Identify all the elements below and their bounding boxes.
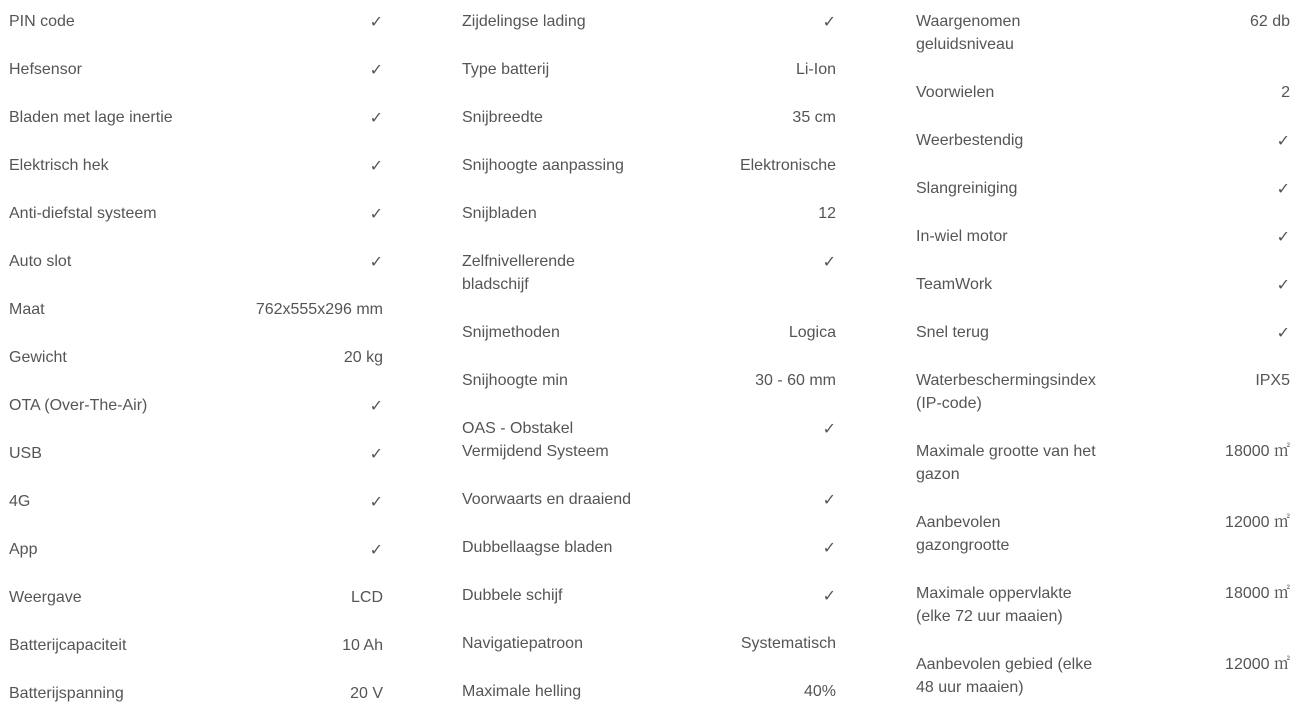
spec-label: Aanbevolen gazongrootte — [916, 514, 1010, 554]
spec-label: Zijdelingse lading — [462, 13, 586, 30]
spec-row — [916, 71, 1290, 119]
check-icon: ✓ — [369, 252, 383, 271]
spec-value: 12000 ㎡ — [1225, 656, 1290, 673]
spec-row — [9, 480, 383, 528]
check-icon: ✓ — [822, 586, 836, 605]
spec-label: Hefsensor — [9, 61, 82, 78]
spec-label: USB — [9, 445, 42, 462]
spec-row — [916, 311, 1290, 359]
check-icon: ✓ — [369, 108, 383, 127]
spec-label: 4G — [9, 493, 31, 510]
spec-value: Elektronische — [739, 157, 836, 174]
spec-label: Maximale grootte van het gazon — [916, 443, 1096, 483]
check-icon: ✓ — [822, 538, 836, 557]
spec-row — [9, 0, 383, 48]
check-icon: ✓ — [369, 204, 383, 223]
spec-value: 20 V — [350, 685, 383, 702]
spec-label: Navigatiepatroon — [462, 635, 583, 652]
spec-row — [462, 574, 836, 622]
spec-row — [462, 311, 836, 359]
spec-label: Zelfnivellerende bladschijf — [462, 253, 575, 293]
spec-value: 18000 ㎡ — [1225, 585, 1290, 602]
check-icon: ✓ — [1276, 227, 1290, 246]
spec-row — [462, 0, 836, 48]
spec-label: Snijhoogte aanpassing — [462, 157, 624, 174]
spec-label: Waargenomen geluidsniveau — [916, 13, 1021, 53]
spec-row — [9, 528, 383, 576]
spec-row — [462, 240, 836, 311]
check-icon: ✓ — [1276, 275, 1290, 294]
check-icon: ✓ — [1276, 323, 1290, 342]
check-icon: ✓ — [369, 156, 383, 175]
check-icon: ✓ — [822, 419, 836, 438]
spec-label: Type batterij — [462, 61, 550, 78]
spec-row — [462, 526, 836, 574]
spec-row — [9, 96, 383, 144]
check-icon: ✓ — [822, 12, 836, 31]
spec-row — [9, 144, 383, 192]
spec-label: Weerbestendig — [916, 132, 1024, 149]
spec-label: Slangreiniging — [916, 180, 1018, 197]
spec-label: TeamWork — [916, 276, 993, 293]
spec-label: Weergave — [9, 589, 82, 606]
spec-value: 40% — [803, 683, 836, 700]
spec-row — [462, 670, 836, 718]
spec-row — [9, 576, 383, 624]
spec-value: Li-Ion — [795, 61, 836, 78]
spec-label: Aanbevolen gebied (elke 48 uur maaien) — [916, 656, 1093, 696]
spec-value: 10 Ah — [342, 637, 383, 654]
spec-row — [9, 192, 383, 240]
spec-row — [462, 478, 836, 526]
spec-label: Snel terug — [916, 324, 989, 341]
spec-value: LCD — [350, 589, 383, 606]
spec-row — [9, 288, 383, 336]
spec-row — [916, 359, 1290, 430]
spec-value: 20 kg — [343, 349, 383, 366]
spec-row — [9, 672, 383, 720]
check-icon: ✓ — [369, 540, 383, 559]
spec-label: Voorwaarts en draaiend — [462, 491, 631, 508]
spec-label: Voorwielen — [916, 84, 995, 101]
spec-row — [9, 432, 383, 480]
check-icon: ✓ — [369, 492, 383, 511]
spec-label: OAS - Obstakel Vermijdend Systeem — [462, 420, 609, 460]
spec-label: Auto slot — [9, 253, 72, 270]
spec-row — [9, 384, 383, 432]
spec-value: Systematisch — [740, 635, 836, 652]
check-icon: ✓ — [822, 490, 836, 509]
spec-row — [462, 96, 836, 144]
spec-label: OTA (Over-The-Air) — [9, 397, 148, 414]
spec-label: Maximale helling — [462, 683, 582, 700]
spec-label: Snijhoogte min — [462, 372, 568, 389]
spec-value: 2 — [1281, 84, 1290, 101]
spec-column-2 — [462, 0, 836, 718]
spec-label: Bladen met lage inertie — [9, 109, 173, 126]
spec-row — [462, 192, 836, 240]
spec-row — [462, 622, 836, 670]
spec-value: 12000 ㎡ — [1225, 514, 1290, 531]
spec-row — [9, 240, 383, 288]
spec-value: 762x555x296 mm — [255, 301, 383, 318]
spec-label: Snijbladen — [462, 205, 537, 222]
spec-row — [462, 48, 836, 96]
spec-label: PIN code — [9, 13, 75, 30]
spec-label: Maat — [9, 301, 45, 318]
spec-label: Snijmethoden — [462, 324, 560, 341]
spec-row — [462, 359, 836, 407]
spec-row — [916, 643, 1290, 714]
spec-value: IPX5 — [1255, 372, 1290, 389]
spec-row — [916, 501, 1290, 572]
spec-value: 62 db — [1249, 13, 1290, 30]
spec-row — [916, 263, 1290, 311]
spec-row — [916, 430, 1290, 501]
spec-value: Logica — [788, 324, 836, 341]
spec-label: Gewicht — [9, 349, 67, 366]
spec-row — [9, 48, 383, 96]
spec-row — [916, 215, 1290, 263]
check-icon: ✓ — [822, 252, 836, 271]
spec-row — [916, 0, 1290, 71]
spec-label: Elektrisch hek — [9, 157, 109, 174]
spec-column-3 — [916, 0, 1290, 714]
spec-label: Anti-diefstal systeem — [9, 205, 157, 222]
spec-row — [9, 336, 383, 384]
spec-label: In-wiel motor — [916, 228, 1008, 245]
spec-row — [9, 624, 383, 672]
spec-label: Batterijcapaciteit — [9, 637, 127, 654]
check-icon: ✓ — [1276, 179, 1290, 198]
spec-label: Dubbellaagse bladen — [462, 539, 613, 556]
spec-row — [916, 167, 1290, 215]
check-icon: ✓ — [369, 60, 383, 79]
check-icon: ✓ — [369, 12, 383, 31]
spec-label: Dubbele schijf — [462, 587, 563, 604]
spec-value: 18000 ㎡ — [1225, 443, 1290, 460]
spec-value: 35 cm — [792, 109, 836, 126]
check-icon: ✓ — [1276, 131, 1290, 150]
spec-row — [462, 407, 836, 478]
spec-label: Batterijspanning — [9, 685, 124, 702]
spec-value: 30 - 60 mm — [755, 372, 836, 389]
spec-label: App — [9, 541, 38, 558]
spec-row — [462, 144, 836, 192]
spec-label: Maximale oppervlakte (elke 72 uur maaien) — [916, 585, 1072, 625]
check-icon: ✓ — [369, 444, 383, 463]
check-icon: ✓ — [369, 396, 383, 415]
spec-row — [916, 119, 1290, 167]
spec-label: Snijbreedte — [462, 109, 543, 126]
spec-row — [916, 572, 1290, 643]
spec-label: Waterbeschermingsindex (IP-code) — [916, 372, 1096, 412]
spec-column-1 — [9, 0, 383, 720]
spec-value: 12 — [818, 205, 836, 222]
